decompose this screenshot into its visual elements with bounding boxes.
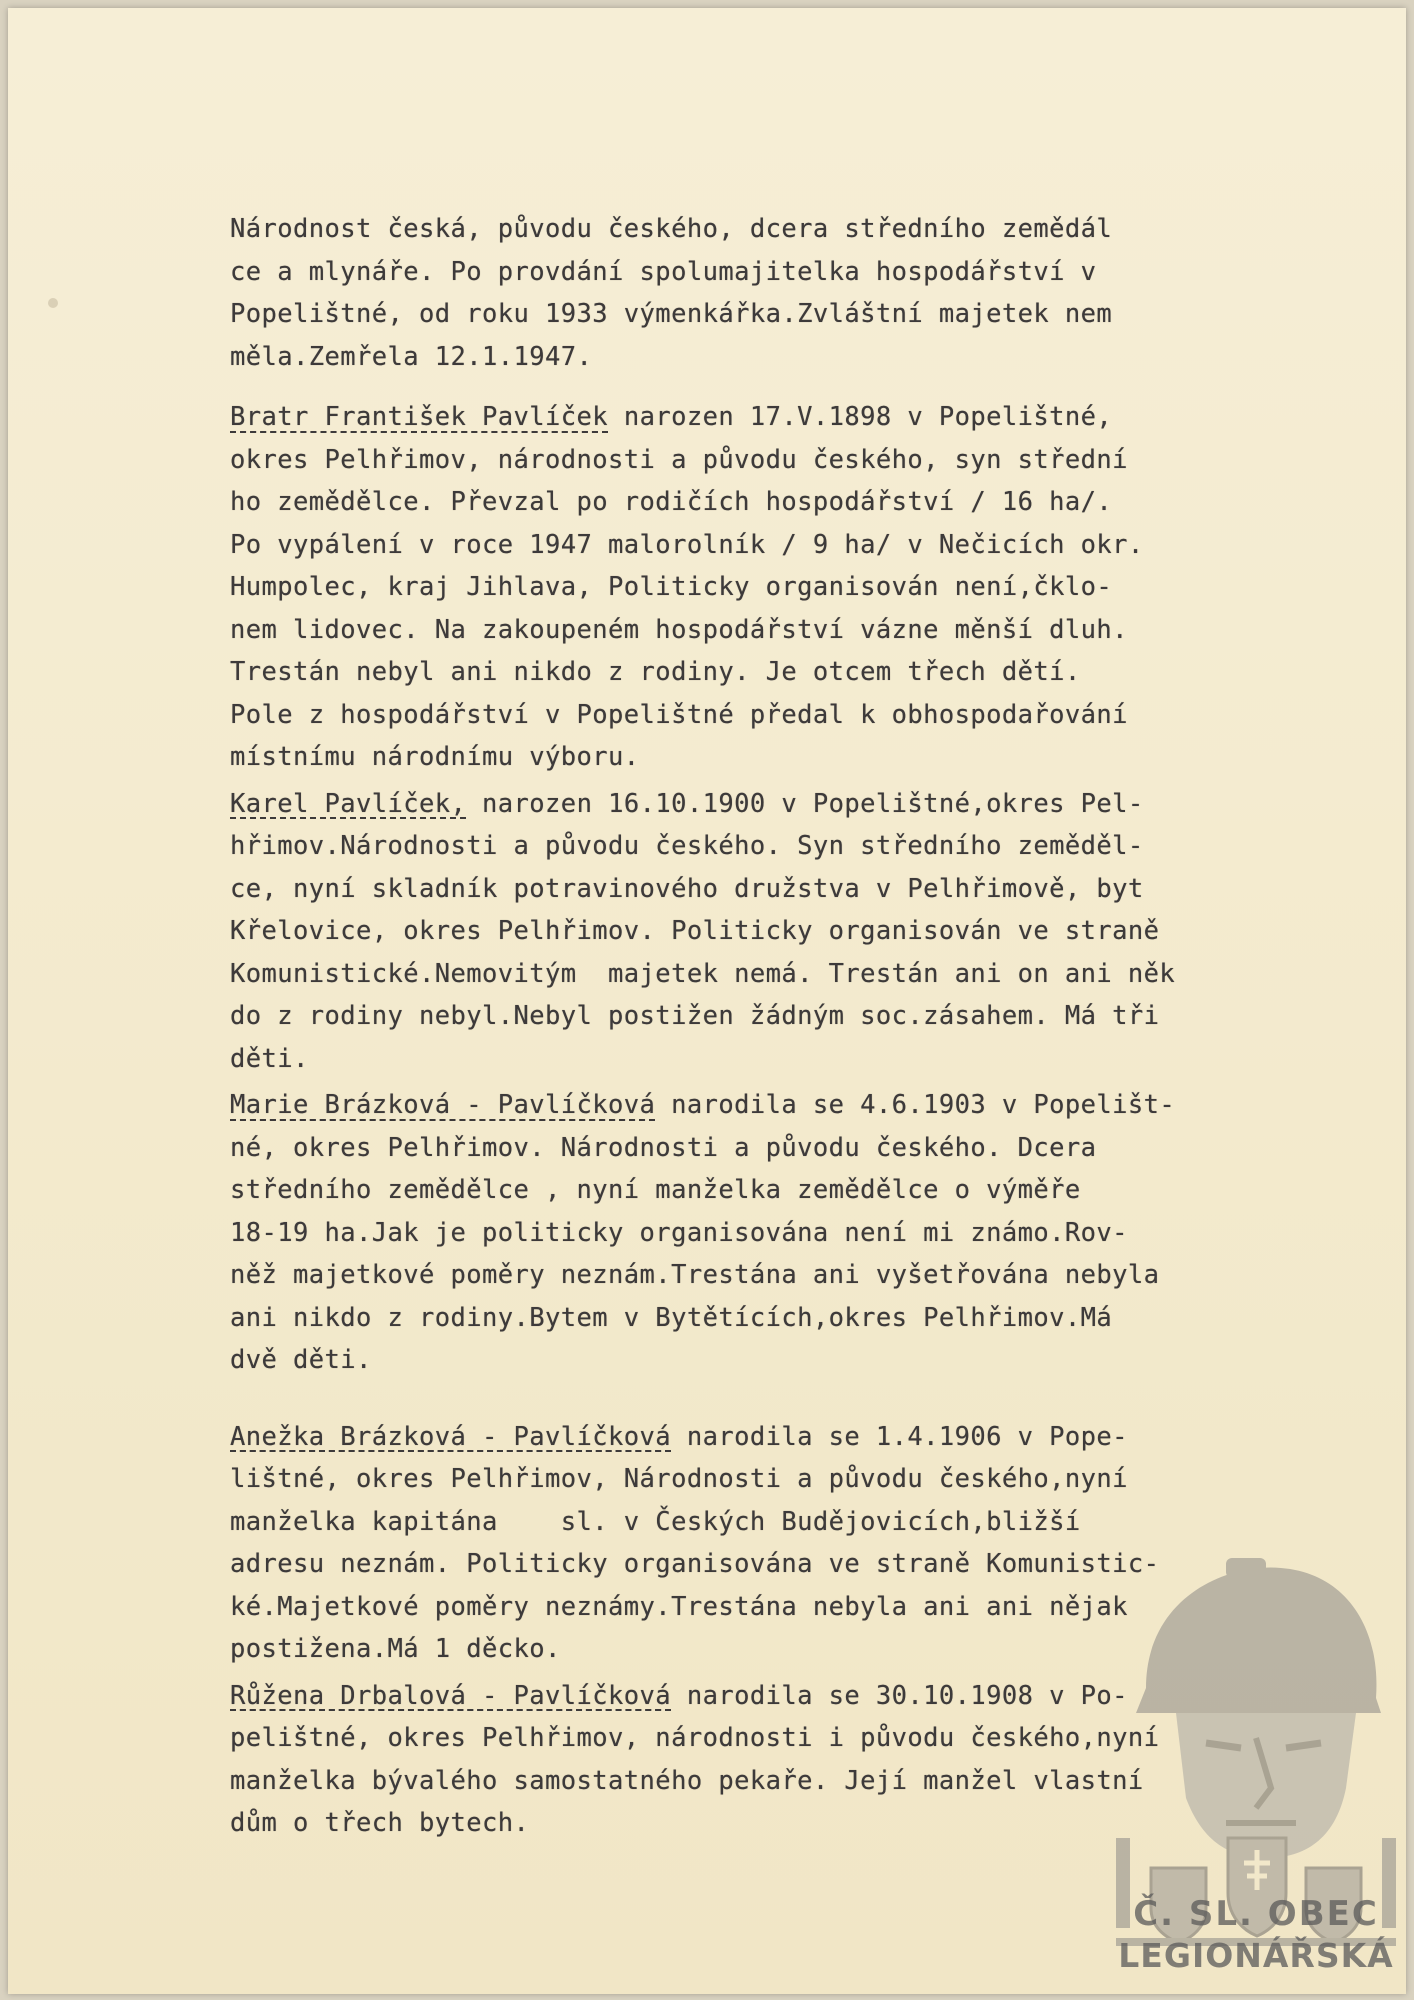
person-name: Karel Pavlíček, bbox=[230, 788, 467, 819]
text-line: Komunistické.Nemovitým majetek nemá. Trestán ani on ani něk bbox=[230, 958, 1176, 989]
text-line: Pole z hospodářství v Popelištné předal k obhospodařování bbox=[230, 699, 1128, 730]
text-line bbox=[230, 783, 1250, 826]
text-line-rest: narozen 17.V.1898 v Popelištné, bbox=[608, 402, 1113, 432]
text-line: adresu neznám. Politicky organisována ve straně Komunistic- bbox=[230, 1549, 1160, 1579]
text-line: Popelištné, od roku 1933 výmenkářka.Zvláštní majetek nem bbox=[230, 299, 1113, 329]
text-line: manželka bývalého samostatného pekaře. Její manžel vlastní bbox=[230, 1765, 1144, 1796]
paragraph-intro bbox=[230, 208, 1250, 378]
text-line: místnímu národnímu výboru. bbox=[230, 742, 640, 772]
paragraph-karel bbox=[230, 783, 1250, 1081]
text-line: Humpolec, kraj Jihlava, Politicky organisován není,čklo- bbox=[230, 572, 1113, 602]
text-line: lištné, okres Pelhřimov, Národnosti a původu českého,nyní bbox=[230, 1464, 1128, 1494]
text-line: dům o třech bytech. bbox=[230, 1808, 530, 1838]
text-line: ani nikdo z rodiny.Bytem v Bytětících,okres Pelhřimov.Má bbox=[230, 1302, 1113, 1333]
person-name: Bratr František Pavlíček bbox=[230, 402, 609, 432]
text-line: ce, nyní skladník potravinového družstva v Pelhřimově, byt bbox=[230, 873, 1144, 904]
text-line: Národnost česká, původu českého, dcera středního zemědál bbox=[230, 214, 1113, 244]
text-line: dvě děti. bbox=[230, 1345, 372, 1375]
text-line bbox=[230, 396, 1250, 439]
paragraph-marie bbox=[230, 1084, 1250, 1382]
text-line: do z rodiny nebyl.Nebyl postižen žádným soc.zásahem. Má tři bbox=[230, 1001, 1160, 1031]
text-line bbox=[230, 1675, 1250, 1718]
text-line: středního zemědělce , nyní manželka zemědělce o výměře bbox=[230, 1175, 1081, 1205]
person-name: Anežka Brázková - Pavlíčková bbox=[230, 1421, 672, 1452]
person-name: Růžena Drbalová - Pavlíčková bbox=[230, 1680, 672, 1711]
text-line: děti. bbox=[230, 1043, 309, 1074]
typed-text-body bbox=[230, 208, 1250, 1863]
text-line: né, okres Pelhřimov. Národnosti a původu českého. Dcera bbox=[230, 1132, 1097, 1163]
text-line: měla.Zemřela 12.1.1947. bbox=[230, 341, 593, 372]
paragraph-frantisek bbox=[230, 396, 1250, 779]
text-line: Po vypálení v roce 1947 malorolník / 9 ha/ v Nečicích okr. bbox=[230, 529, 1144, 560]
text-line: Křelovice, okres Pelhřimov. Politicky organisován ve straně bbox=[230, 916, 1160, 946]
text-line-rest: narodila se 1.4.1906 v Pope- bbox=[671, 1421, 1128, 1452]
paragraph-ruzena bbox=[230, 1675, 1250, 1845]
text-line: hřimov.Národnosti a původu českého. Syn středního zeměděl- bbox=[230, 831, 1144, 861]
text-line: ho zemědělce. Převzal po rodičích hospodářství / 16 ha/. bbox=[230, 487, 1113, 517]
document-page bbox=[8, 8, 1406, 1994]
text-line-rest: narozen 16.10.1900 v Popelištné,okres Pel- bbox=[466, 788, 1144, 819]
logo-text-line1: Č. SL. OBEC bbox=[1133, 1894, 1379, 1934]
paragraph-anezka bbox=[230, 1416, 1250, 1671]
text-line: ké.Majetkové poměry neznámy.Trestána nebyla ani ani nějak bbox=[230, 1591, 1128, 1622]
text-line: Trestán nebyl ani nikdo z rodiny. Je otcem třech dětí. bbox=[230, 657, 1081, 687]
text-line: manželka kapitána sl. v Českých Budějovicích,bližší bbox=[230, 1506, 1081, 1537]
text-line: ce a mlynáře. Po provdání spolumajitelka hospodářství v bbox=[230, 256, 1097, 287]
text-line: postižena.Má 1 děcko. bbox=[230, 1634, 561, 1664]
text-line-rest: narodila se 30.10.1908 v Po- bbox=[671, 1680, 1128, 1711]
text-line: 18-19 ha.Jak je politicky organisována není mi známo.Rov- bbox=[230, 1217, 1128, 1248]
punch-hole bbox=[48, 298, 58, 308]
text-line bbox=[230, 1084, 1250, 1127]
text-line: nem lidovec. Na zakoupeném hospodářství vázne měnší dluh. bbox=[230, 614, 1128, 645]
text-line-rest: narodila se 4.6.1903 v Popelišt- bbox=[655, 1090, 1176, 1120]
text-line: pelištné, okres Pelhřimov, národnosti i původu českého,nyní bbox=[230, 1723, 1160, 1753]
logo-text-line2: LEGIONÁŘSKÁ bbox=[1118, 1936, 1394, 1975]
text-line: něž majetkové poměry neznám.Trestána ani vyšetřována nebyla bbox=[230, 1260, 1160, 1290]
person-name: Marie Brázková - Pavlíčková bbox=[230, 1090, 656, 1120]
text-line bbox=[230, 1416, 1250, 1459]
text-line: okres Pelhřimov, národnosti a původu českého, syn střední bbox=[230, 444, 1128, 475]
